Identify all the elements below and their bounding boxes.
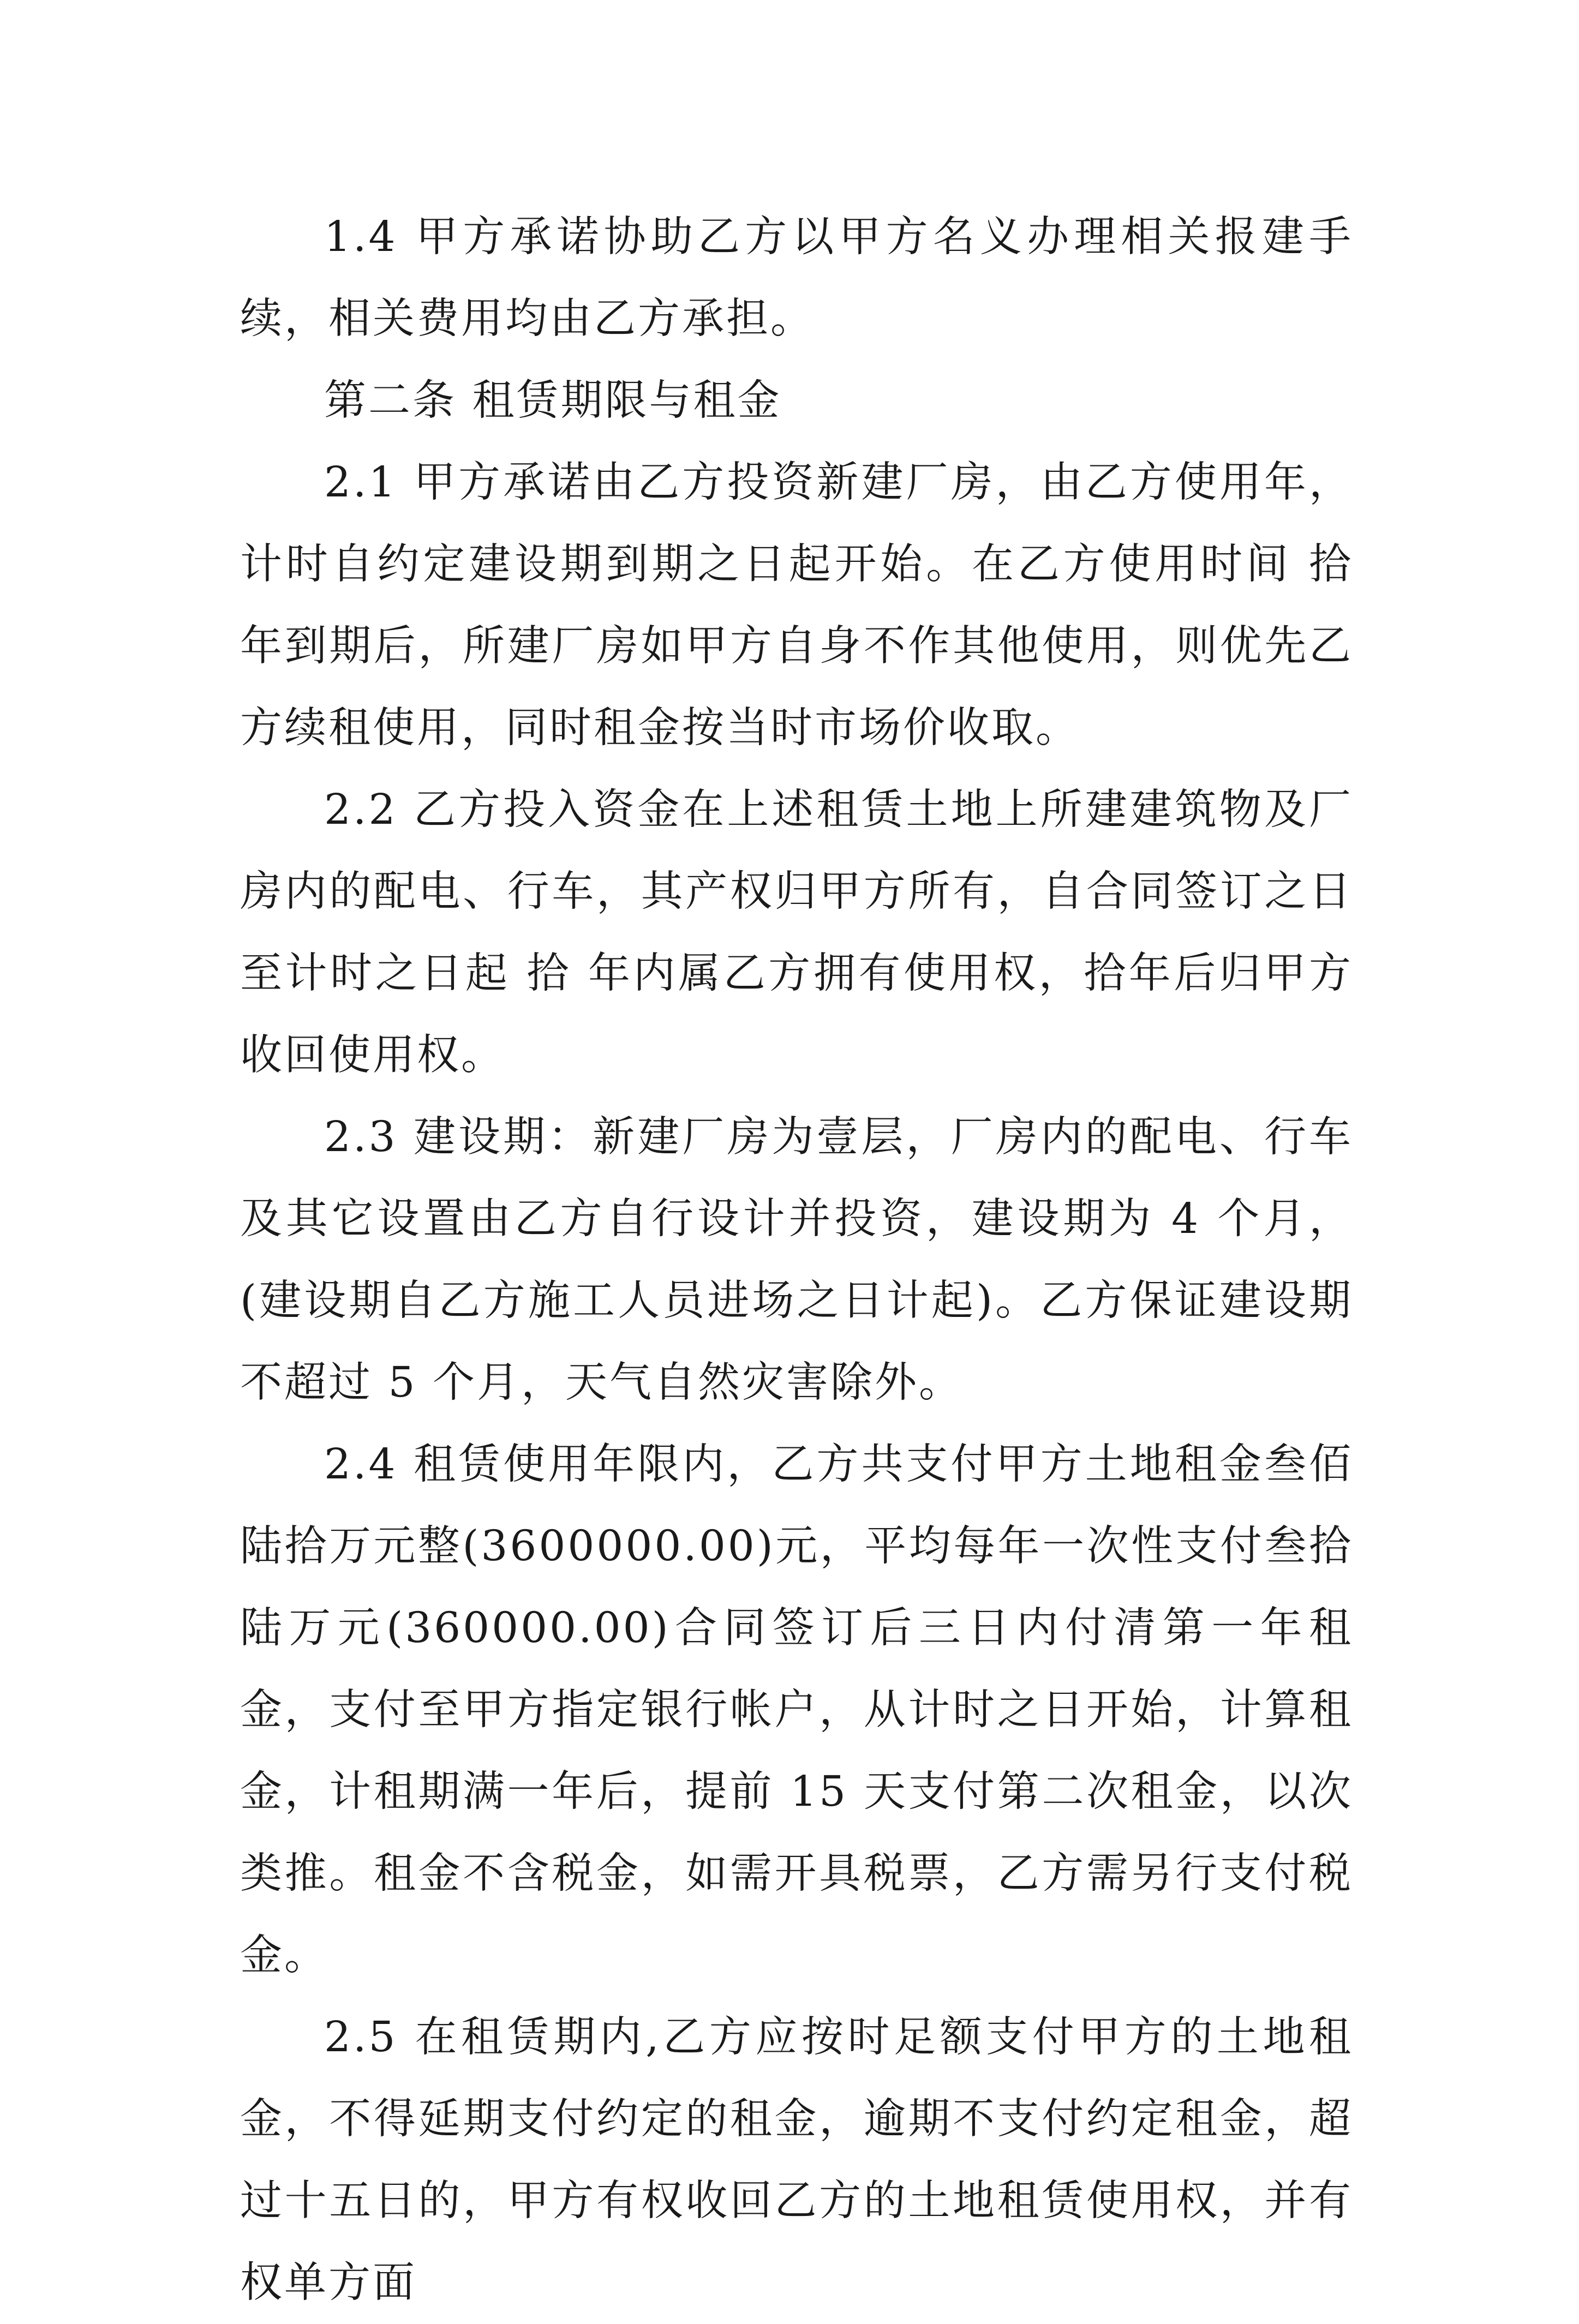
document-body [240, 196, 1353, 2324]
clause-2-2: 2.2 乙方投入资金在上述租赁土地上所建建筑物及厂房内的配电、行车，其产权归甲方所有，自合同签订之日至计时之日起 拾 年内属乙方拥有使用权，拾年后归甲方收回使用权。 [240, 786, 1353, 1080]
clause-2-4: 2.4 租赁使用年限内，乙方共支付甲方土地租金叁佰陆拾万元整(3600000.00)元，平均每年一次性支付叁拾陆万元(360000.00)合同签订后三日内付清第一年租金，支付至甲方指定银行帐户，从计时之日开始，计算租金，计租期满一年后，提前 15 天支付第二次租金，以次类推。租金不含税金，如需开具税票，乙方需另行支付税金。 [240, 1440, 1353, 1980]
clause-2-1: 2.1 甲方承诺由乙方投资新建厂房，由乙方使用年，计时自约定建设期到期之日起开始。在乙方使用时间 拾 年到期后，所建厂房如甲方自身不作其他使用，则优先乙方续租使用，同时租金按当时市场价收取。 [240, 458, 1353, 752]
clause-1-4: 1.4 甲方承诺协助乙方以甲方名义办理相关报建手续，相关费用均由乙方承担。 [240, 213, 1353, 343]
clause-2-3: 2.3 建设期：新建厂房为壹层，厂房内的配电、行车及其它设置由乙方自行设计并投资，建设期为 4 个月，(建设期自乙方施工人员进场之日计起)。乙方保证建设期不超过 5 个月，天气自然灾害除外。 [240, 1113, 1353, 1407]
article-2-heading: 第二条 租赁期限与租金 [324, 376, 782, 425]
clause-2-5: 2.5 在租赁期内,乙方应按时足额支付甲方的土地租金，不得延期支付约定的租金，逾期不支付约定租金，超过十五日的，甲方有权收回乙方的土地租赁使用权，并有权单方面 [240, 2013, 1353, 2307]
